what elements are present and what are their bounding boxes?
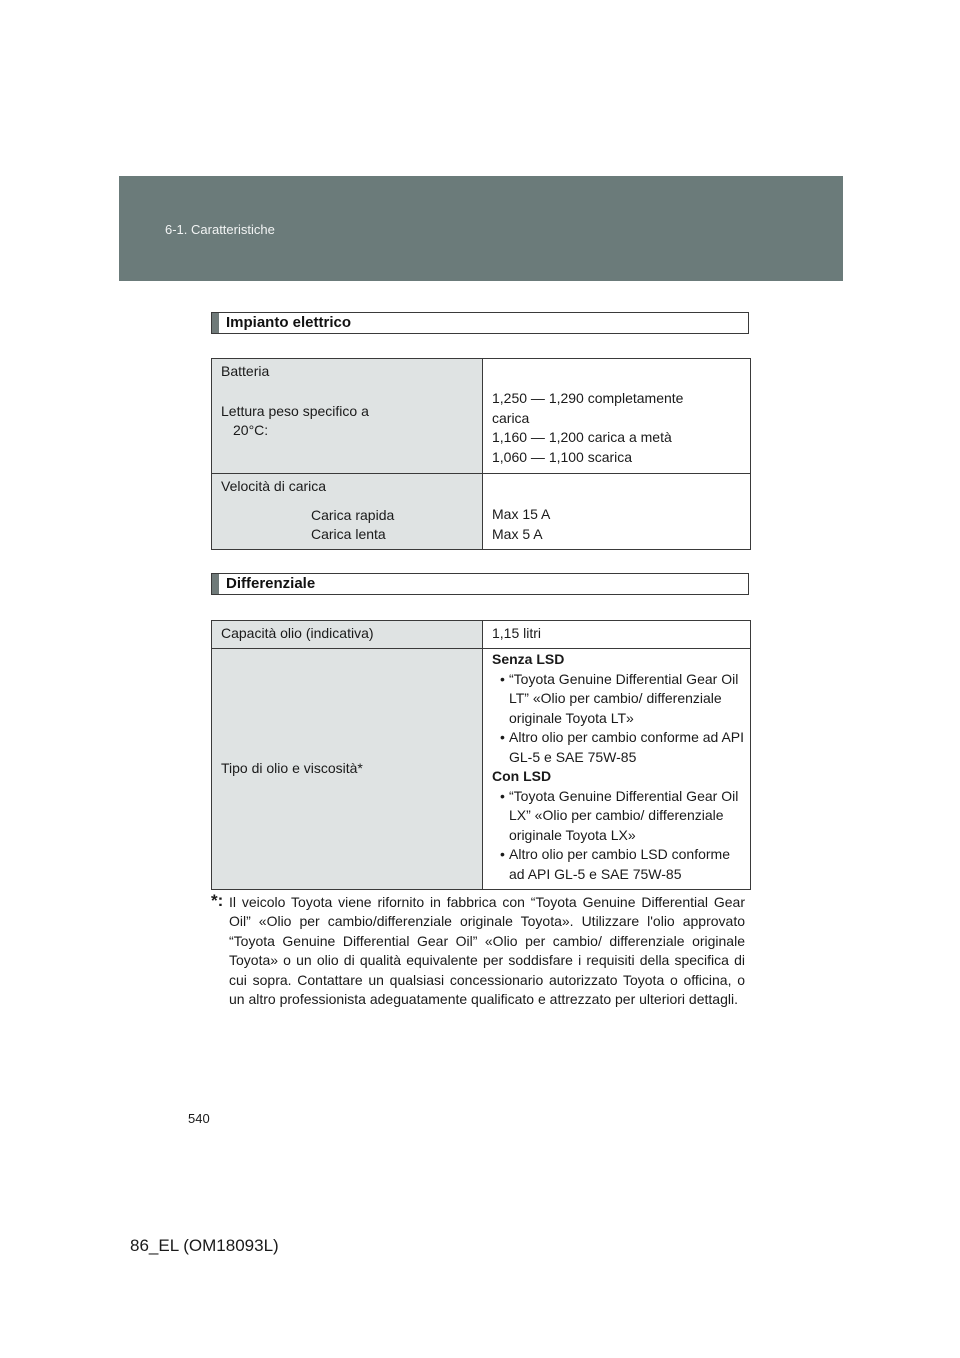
- charge-rate-label: Velocità di carica: [221, 478, 327, 494]
- specific-gravity-temp: 20°C:: [233, 422, 269, 438]
- table-row: [212, 359, 751, 474]
- differential-spec-table: [211, 620, 751, 890]
- bullet-icon: •: [500, 846, 505, 862]
- charge-rate-value-cell: [483, 474, 751, 550]
- heading-accent-bar: [212, 313, 219, 333]
- footnote: [211, 893, 745, 1009]
- with-lsd-item: Altro olio per cambio LSD conforme ad API GL-5 e SAE 75W-85: [509, 846, 730, 882]
- quick-charge-value: Max 15 A: [492, 506, 551, 522]
- battery-label: Batteria: [221, 363, 270, 379]
- slow-charge-value: Max 5 A: [492, 525, 543, 542]
- footnote-mark: *:: [211, 891, 224, 910]
- quick-charge-label: Carica rapida: [311, 506, 395, 523]
- section-title-electrical: Impianto elettrico: [226, 314, 352, 331]
- bullet-icon: •: [500, 787, 505, 804]
- table-row: [212, 621, 751, 649]
- section-heading-electrical: [211, 312, 749, 334]
- specific-gravity-value: carica: [492, 409, 530, 426]
- document-code: 86_EL (OM18093L): [130, 1236, 279, 1255]
- oil-type-label-cell: [212, 649, 483, 890]
- oil-type-label: Tipo di olio e viscosità*: [221, 760, 363, 777]
- page-number: 540: [188, 1111, 210, 1126]
- charge-rate-label-cell: [212, 474, 483, 550]
- table-row: [212, 474, 751, 550]
- without-lsd-item: Altro olio per cambio conforme ad API GL-5 e SAE 75W-85: [509, 729, 745, 765]
- specific-gravity-value-cell: [483, 359, 751, 474]
- oil-capacity-value-cell: [483, 621, 751, 649]
- oil-capacity-label-cell: [212, 621, 483, 649]
- table-row: [212, 649, 751, 890]
- section-breadcrumb: 6-1. Caratteristiche: [165, 222, 275, 237]
- slow-charge-label: Carica lenta: [311, 526, 386, 542]
- list-item: [492, 670, 746, 729]
- specific-gravity-value: 1,160 — 1,200 carica a metà: [492, 429, 672, 445]
- heading-accent-bar: [212, 574, 219, 594]
- oil-capacity-label: Capacità olio (indicativa): [221, 625, 374, 641]
- header-band: [119, 176, 843, 281]
- specific-gravity-value: 1,250 — 1,290 completamente: [492, 390, 684, 406]
- bullet-icon: •: [500, 670, 505, 687]
- oil-capacity-value: 1,15 litri: [492, 625, 542, 641]
- bullet-icon: •: [500, 729, 505, 745]
- oil-type-value-cell: [483, 649, 751, 890]
- without-lsd-title: Senza LSD: [492, 651, 565, 667]
- specific-gravity-value: 1,060 — 1,100 scarica: [492, 448, 633, 465]
- electrical-spec-table: [211, 358, 751, 550]
- footnote-text: Il veicolo Toyota viene rifornito in fabbrica con “Toyota Genuine Differential Gear Oil” «Olio per cambio/differenziale originale Toyota». Utilizzare l'olio approvato “Toyota Genuine Differential Gear Oil” «Olio per cambio/ differenziale originale Toyota» o un olio di qualità equivalente per soddisfare i requisiti della specifica di cui sopra. Contattare un qualsiasi concessionario autorizzato Toyota o officina, o un altro professionista adeguatamente qualificato e attrezzato per ulteriori dettagli.: [229, 894, 745, 1008]
- list-item: [492, 845, 746, 884]
- list-item: [492, 728, 746, 767]
- battery-label-cell: [212, 359, 483, 474]
- with-lsd-item: “Toyota Genuine Differential Gear Oil LX” «Olio per cambio/ differenziale originale Toyota LX»: [509, 787, 739, 843]
- section-title-differential: Differenziale: [226, 575, 316, 592]
- without-lsd-item: “Toyota Genuine Differential Gear Oil LT” «Olio per cambio/ differenziale originale Toyota LT»: [509, 670, 739, 726]
- with-lsd-title: Con LSD: [492, 768, 552, 784]
- section-heading-differential: [211, 573, 749, 595]
- specific-gravity-label: Lettura peso specifico a: [221, 402, 369, 419]
- list-item: [492, 787, 746, 846]
